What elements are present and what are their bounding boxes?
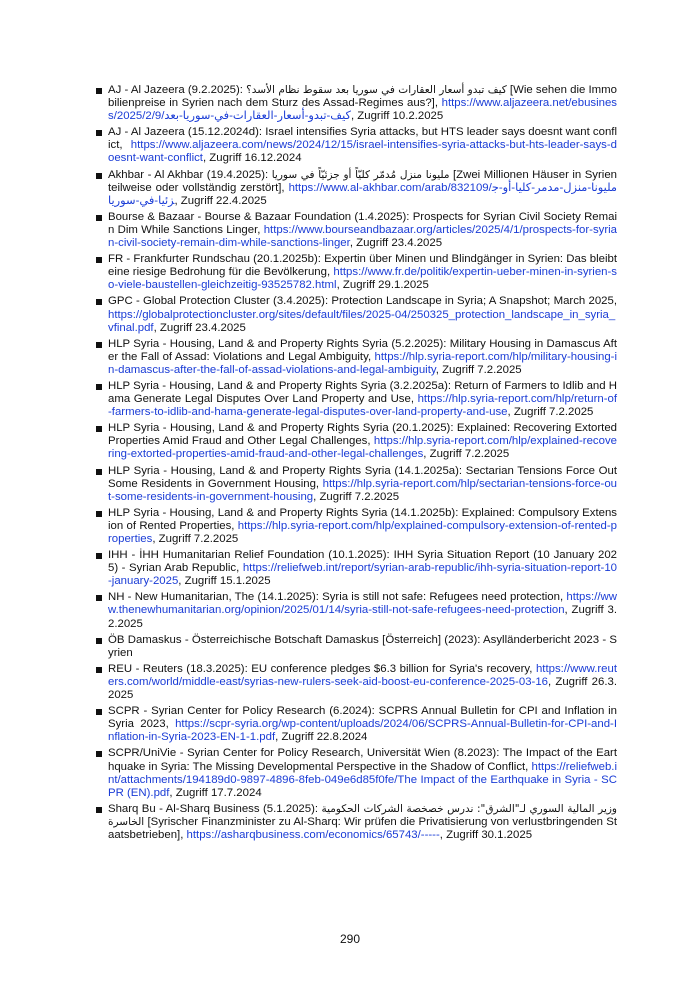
reference-access-date: , Zugriff 10.2.2025 <box>350 110 444 123</box>
reference-item <box>96 211 617 250</box>
bullet-icon <box>96 173 102 179</box>
reference-access-date: , Zugriff 7.2.2025 <box>152 533 239 545</box>
reference-item <box>96 634 617 660</box>
bullet-icon <box>96 469 102 475</box>
reference-lead: HLP Syria - Housing, Land & and Property Rights Syria (14.1.2025a): Sectarian Tensions Force Out Some Residents in Government Housing, <box>108 464 617 490</box>
bullet-icon <box>96 511 102 517</box>
reference-item <box>96 422 617 461</box>
reference-lead: HLP Syria - Housing, Land & and Property Rights Syria (3.2.2025a): Return of Farmers to Idlib and Hama Generate Legal Disputes Over Land Property and Use, <box>108 379 617 406</box>
reference-lead: HLP Syria - Housing, Land & and Property Rights Syria (5.2.2025): Military Housing in Damascus After the Fall of Assad: Violations and Legal Ambiguity, <box>108 337 617 363</box>
reference-item <box>96 591 617 630</box>
bullet-icon <box>96 595 102 601</box>
reference-item <box>96 338 617 377</box>
reference-item <box>96 507 617 546</box>
bullet-icon <box>96 709 102 715</box>
reference-item <box>96 747 617 799</box>
reference-item <box>96 549 617 588</box>
reference-text: [Wie sehen die Immobilienpreise in Syrien nach dem Sturz des Assad-Regimes aus?], <box>108 84 617 110</box>
reference-lead: IHH - İHH Humanitarian Relief Foundation (10.1.2025): IHH Syria Situation Report (10 January 2025) - Syrian Arab Republic, <box>108 549 617 575</box>
reference-lead: AJ - Al Jazeera (9.2.2025): <box>108 84 247 96</box>
reference-arabic-title: كيف تبدو أسعار العقارات في سوريا بعد سقوط نظام الأسد؟ <box>246 84 507 96</box>
reference-item <box>96 465 617 504</box>
reference-url-link[interactable]: https://www.reuters.com/world/middle-east/syrias-new-rulers-seek-aid-boost-eu-conference-2025-03-16 <box>108 662 617 688</box>
reference-access-date: , Zugriff 30.1.2025 <box>439 828 533 841</box>
reference-lead: NH - New Humanitarian, The (14.1.2025): Syria is still not safe: Refugees need protection, <box>108 591 567 604</box>
reference-lead: Akhbar - Al Akhbar (19.4.2025): <box>108 168 272 181</box>
bullet-icon <box>96 426 102 432</box>
page-number: 290 <box>339 932 361 946</box>
reference-text: [Syrischer Finanzminister zu Al-Sharq: Wir prüfen die Privatisierung von verlustbringenden Staatsbetrieben], <box>108 815 617 841</box>
reference-url-link[interactable]: https://www.al-akhbar.com/arab/832109/مليونا-منزل-مدمر-كليا-أو-جزئيا-في-سوريا <box>108 181 617 207</box>
reference-item <box>96 663 617 702</box>
reference-access-date: , Zugriff 7.2.2025 <box>435 363 522 376</box>
bullet-icon <box>96 667 102 673</box>
reference-url-link[interactable]: https://www.aljazeera.com/news/2024/12/15/israel-intensifies-syria-attacks-but-hts-leader-says-doesnt-want-conflict <box>108 139 617 165</box>
reference-lead: FR - Frankfurter Rundschau (20.1.2025b): Expertin über Minen und Blindgänger in Syrien: Das bleibt eine riesige Bedrohung für die Bevölkerung, <box>108 253 617 279</box>
reference-item <box>96 380 617 419</box>
bullet-icon <box>96 384 102 390</box>
reference-url-link[interactable]: https://hlp.syria-report.com/hlp/explained-compulsory-extension-of-rented-properties <box>108 519 617 545</box>
reference-url-link[interactable]: https://www.aljazeera.net/ebusiness/2025/2/9/كيف-تبدو-أسعار-العقارات-في-سوريا-بعد <box>108 97 617 123</box>
reference-lead: ÖB Damaskus - Österreichische Botschaft Damaskus [Österreich] (2023): Asylländerbericht 2023 - Syrien <box>108 633 617 659</box>
reference-access-date: , Zugriff 7.2.2025 <box>507 406 594 419</box>
reference-item <box>96 705 617 744</box>
reference-access-date: , Zugriff 15.1.2025 <box>178 575 271 588</box>
reference-access-date: , Zugriff 7.2.2025 <box>313 490 400 503</box>
bullet-icon <box>96 215 102 221</box>
reference-access-date: , Zugriff 16.12.2024 <box>202 152 302 165</box>
reference-url-link[interactable]: https://hlp.syria-report.com/hlp/sectarian-tensions-force-out-some-residents-in-government-housing <box>108 477 617 503</box>
reference-access-date: , Zugriff 3.2.2025 <box>108 604 617 630</box>
reference-arabic-title: مليونا منزل مُدمّر كليّاً أو جزئيّاً في سوريا <box>271 168 450 181</box>
reference-lead: Sharq Bu - Al-Sharq Business (5.1.2025): <box>108 802 322 815</box>
bullet-icon <box>96 88 102 94</box>
reference-url-link[interactable]: https://hlp.syria-report.com/hlp/explained-recovering-extorted-properties-amid-fraud-and-other-legal-challenges <box>108 435 617 461</box>
reference-item <box>96 253 617 292</box>
reference-url-link[interactable]: https://hlp.syria-report.com/hlp/military-housing-in-damascus-after-the-fall-of-assad-violations-and-legal-ambiguity <box>108 350 617 376</box>
reference-access-date: , Zugriff 7.2.2025 <box>423 448 510 461</box>
reference-item <box>96 126 617 165</box>
bullet-icon <box>96 553 102 559</box>
reference-text: [Zwei Millionen Häuser in Syrien teilweise oder vollständig zerstört], <box>108 168 617 194</box>
reference-access-date: , Zugriff 23.4.2025 <box>349 237 443 250</box>
bullet-icon <box>96 130 102 136</box>
reference-url-link[interactable]: https://scpr-syria.org/wp-content/uploads/2024/06/SCPRS-Annual-Bulletin-for-CPI-and-Inflation-in-Syria-2023-EN-1-1.pdf <box>108 718 617 744</box>
reference-lead: GPC - Global Protection Cluster (3.4.2025): Protection Landscape in Syria; A Snapshot; March 2025, <box>108 295 617 308</box>
reference-url-link[interactable]: https://reliefweb.int/report/syrian-arab-republic/ihh-syria-situation-report-10-january-2025 <box>108 562 617 588</box>
bullet-icon <box>96 342 102 348</box>
reference-item <box>96 295 617 334</box>
reference-item <box>96 169 617 208</box>
reference-arabic-title: وزير المالية السوري لـ"الشرق": ندرس خصخصة الشركات الحكومية الخاسرة <box>108 802 618 828</box>
reference-url-link[interactable]: https://hlp.syria-report.com/hlp/return-of-farmers-to-idlib-and-hama-generate-legal-disputes-over-land-property-and-use <box>108 393 617 419</box>
bullet-icon <box>96 638 102 644</box>
reference-item <box>96 803 617 842</box>
reference-lead: Bourse & Bazaar - Bourse & Bazaar Foundation (1.4.2025): Prospects for Syrian Civil Society Remain Dim While Sanctions Linger, <box>108 210 617 236</box>
bullet-icon <box>96 807 102 813</box>
reference-url-link[interactable]: https://reliefweb.int/attachments/194189d0-9897-4896-8feb-049e6d85f0fe/The Impact of the Earthquake in Syria - SCPR (EN).pdf <box>108 760 617 799</box>
reference-lead: SCPR/UniVie - Syrian Center for Policy Research, Universität Wien (8.2023): The Impact of the Earthquake in Syria: The Missing Developmental Perspective in the Shadow of Conflict, <box>108 747 617 773</box>
reference-lead: SCPR - Syrian Center for Policy Research (6.2024): SCPRS Annual Bulletin for CPI and Inflation in Syria 2023, <box>108 705 617 731</box>
reference-access-date: , Zugriff 26.3.2025 <box>108 675 617 702</box>
reference-access-date: , Zugriff 29.1.2025 <box>336 279 429 292</box>
reference-list <box>96 84 617 842</box>
reference-url-link[interactable]: https://www.fr.de/politik/expertin-ueber-minen-in-syrien-so-viele-baustellen-gleichzeitig-93525782.html <box>108 266 617 292</box>
reference-url-link[interactable]: https://asharqbusiness.com/economics/65743/----- <box>186 828 440 841</box>
bullet-icon <box>96 299 102 305</box>
reference-access-date: , Zugriff 17.7.2024 <box>169 786 262 799</box>
reference-url-link[interactable]: https://globalprotectioncluster.org/sites/default/files/2025-04/250325_protection_landscape_in_syria_vfinal.pdf <box>108 308 616 334</box>
bullet-icon <box>96 257 102 263</box>
reference-lead: REU - Reuters (18.3.2025): EU conference pledges $6.3 billion for Syria's recovery, <box>108 662 536 675</box>
reference-item <box>96 84 617 123</box>
reference-access-date: , Zugriff 22.8.2024 <box>275 731 368 744</box>
bullet-icon <box>96 751 102 757</box>
reference-lead: AJ - Al Jazeera (15.12.2024d): Israel intensifies Syria attacks, but HTS leader says doesnt want conflict, <box>108 126 617 152</box>
reference-list-page <box>96 84 617 845</box>
reference-lead: HLP Syria - Housing, Land & and Property Rights Syria (20.1.2025): Explained: Recovering Extorted Properties Amid Fraud and Other Legal Challenges, <box>108 422 617 448</box>
reference-url-link[interactable]: https://www.bourseandbazaar.org/articles/2025/4/1/prospects-for-syrian-civil-society-remain-dim-while-sanctions-linger <box>108 223 617 250</box>
reference-lead: HLP Syria - Housing, Land & and Property Rights Syria (14.1.2025b): Explained: Compulsory Extension of Rented Properties, <box>108 506 617 532</box>
reference-url-link[interactable]: https://www.thenewhumanitarian.org/opinion/2025/01/14/syria-still-not-safe-refugees-need-protection <box>108 591 617 617</box>
reference-access-date: , Zugriff 23.4.2025 <box>153 321 246 334</box>
reference-access-date: , Zugriff 22.4.2025 <box>174 194 267 207</box>
